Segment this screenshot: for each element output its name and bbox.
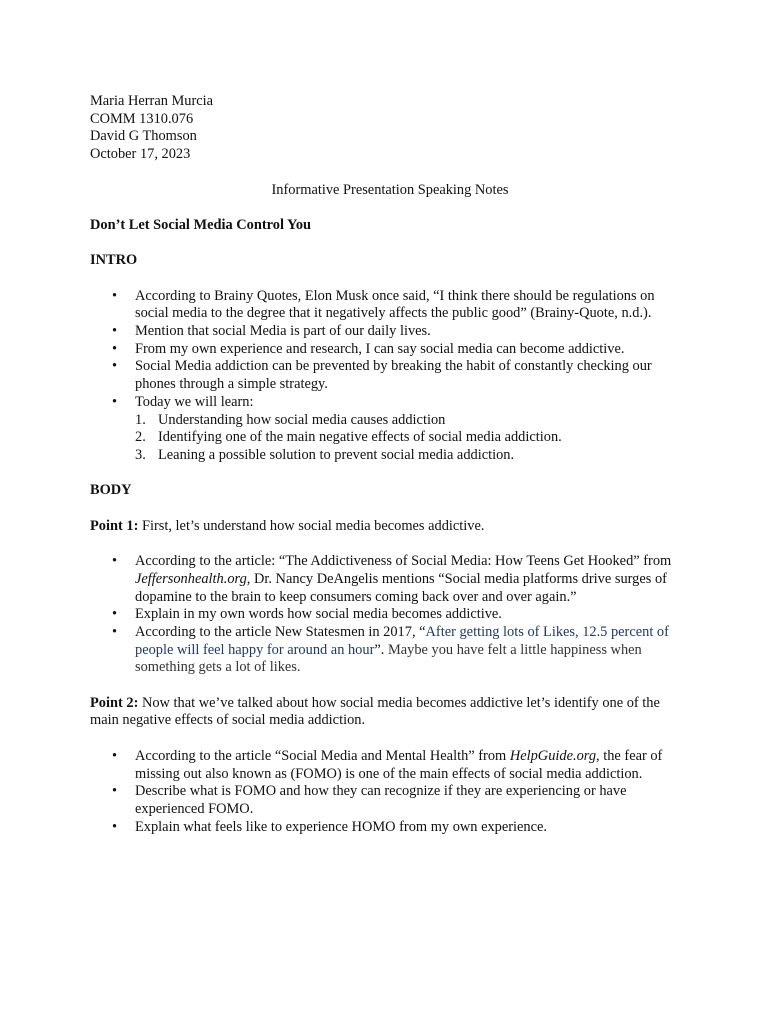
list-item-text: According to Brainy Quotes, Elon Musk once said, “I think there should be regulations on social media to the degree that it negatively affects the public good” (Brainy-Quote, n.d.). — [135, 287, 655, 322]
document-date: October 17, 2023 — [90, 146, 191, 163]
numbered-item-text: Leaning a possible solution to prevent social media addiction. — [158, 447, 515, 463]
list-item-text: Today we will learn: — [135, 393, 254, 410]
quoted-statistic: After getting lots of Likes, 12.5 percent of people will feel happy for around an hour — [135, 623, 669, 658]
bullet-icon: • — [112, 323, 118, 340]
list-item-text: Explain in my own words how social media becomes addictive. — [135, 606, 502, 623]
list-item — [90, 288, 690, 323]
point-1-label: Point 1: — [90, 517, 139, 534]
intro-heading: INTRO — [90, 252, 138, 269]
learning-goals-list — [135, 412, 690, 465]
document-page — [90, 93, 690, 836]
point-1-text: First, let’s understand how social media becomes addictive. — [138, 517, 485, 534]
list-item-text: Social Media addiction can be prevented by breaking the habit of constantly checking our phones through a simple strategy. — [135, 358, 652, 393]
numbered-item-text: Understanding how social media causes addiction — [158, 411, 446, 428]
list-item — [90, 341, 690, 359]
list-item-text: According to the article “Social Media and Mental Health” from — [135, 747, 510, 764]
item-number: 3. — [135, 447, 146, 463]
list-item — [90, 358, 690, 393]
author-name: Maria Herran Murcia — [90, 93, 214, 109]
list-item-text: Mention that social Media is part of our daily lives. — [135, 323, 431, 340]
point-2-text: Now that we’ve talked about how social media becomes addictive let’s identify one of the main negative effects of social media addiction. — [90, 694, 660, 729]
bullet-icon: • — [112, 287, 118, 304]
course-code: COMM 1310.076 — [90, 110, 194, 127]
point-2-paragraph — [90, 695, 690, 730]
numbered-item — [135, 412, 690, 430]
bullet-icon: • — [112, 747, 118, 764]
list-item — [90, 553, 690, 606]
bullet-icon: • — [112, 606, 118, 623]
bullet-icon: • — [112, 553, 118, 570]
point-1-bullet-list — [90, 553, 690, 677]
list-item-text: ”. — [374, 641, 388, 658]
list-item — [90, 624, 690, 677]
list-item — [90, 748, 690, 783]
list-item-text: Explain what feels like to experience HOMO from my own experience. — [135, 818, 547, 835]
list-item-text: , the fear of missing out also known as (FOMO) is one of the main effects of social media addiction. — [135, 747, 663, 782]
bullet-icon: • — [112, 783, 118, 800]
instructor-name: David G Thomson — [90, 128, 197, 145]
list-item — [90, 783, 690, 818]
point-2-bullet-list — [90, 748, 690, 837]
list-item-text: According to the article New Statesmen in 2017, “ — [135, 623, 426, 640]
body-heading: BODY — [90, 482, 132, 499]
item-number: 1. — [135, 411, 146, 428]
bullet-icon: • — [112, 358, 118, 375]
topic-title: Don’t Let Social Media Control You — [90, 216, 312, 233]
numbered-item-text: Identifying one of the main negative effects of social media addiction. — [158, 429, 562, 446]
bullet-icon: • — [112, 340, 118, 357]
list-item-text: Maybe you have felt a little happiness when something gets a lot of likes. — [135, 641, 642, 676]
list-item-text: From my own experience and research, I can say social media can become addictive. — [135, 340, 625, 357]
point-2-label: Point 2: — [90, 694, 139, 711]
list-item — [90, 606, 690, 624]
numbered-item — [135, 429, 690, 447]
item-number: 2. — [135, 429, 146, 446]
numbered-item — [135, 447, 690, 465]
list-item-text: According to the article: “The Addictiveness of Social Media: How Teens Get Hooked” from — [135, 553, 672, 570]
source-website: HelpGuide.org — [509, 747, 597, 764]
bullet-icon: • — [112, 393, 118, 410]
list-item-text: , Dr. Nancy DeAngelis mentions “Social media platforms drive surges of dopamine to the brain to keep consumers coming back over and over again.” — [135, 570, 667, 605]
list-item — [90, 819, 690, 837]
list-item — [90, 394, 690, 465]
document-title: Informative Presentation Speaking Notes — [271, 181, 509, 198]
intro-bullet-list — [90, 288, 690, 465]
list-item — [90, 323, 690, 341]
bullet-icon: • — [112, 818, 118, 835]
point-1-paragraph — [90, 518, 690, 536]
list-item-text: Describe what is FOMO and how they can recognize if they are experiencing or have experienced FOMO. — [135, 783, 627, 817]
source-website: Jeffersonhealth.org — [135, 570, 247, 587]
bullet-icon: • — [112, 623, 118, 640]
